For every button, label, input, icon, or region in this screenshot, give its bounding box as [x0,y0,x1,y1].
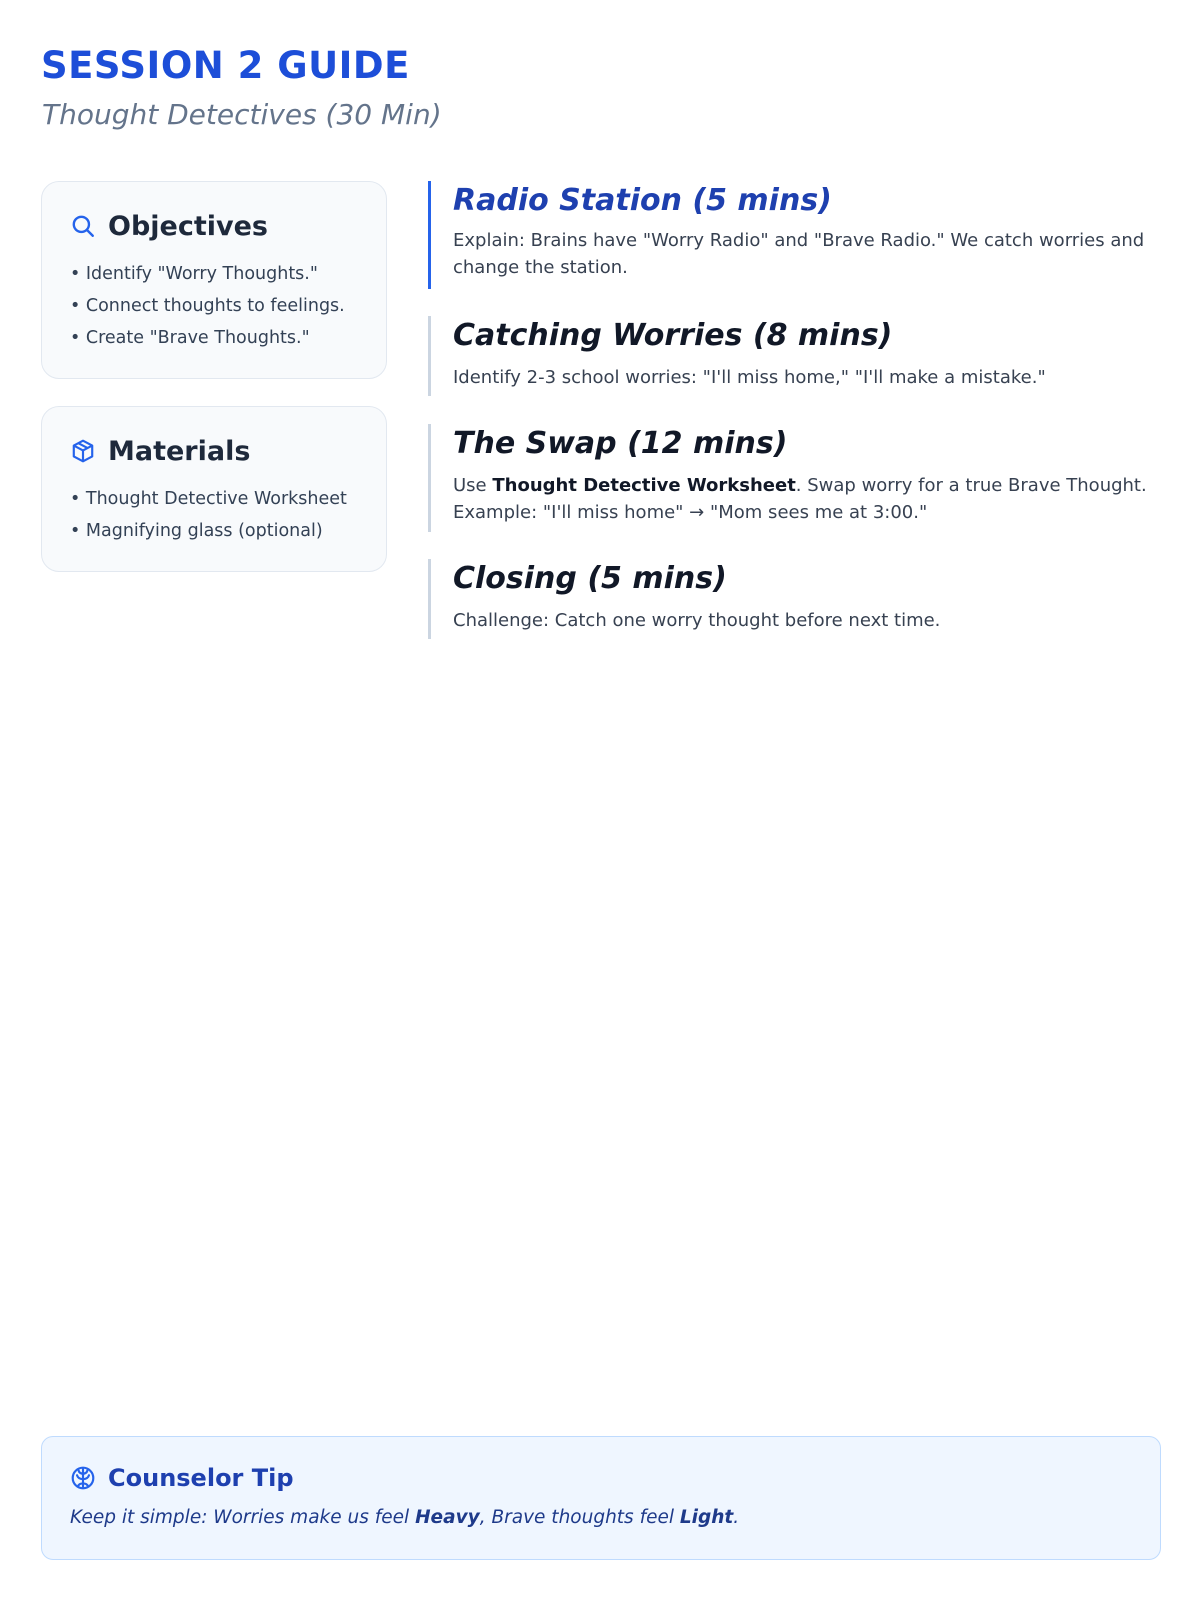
step-text [453,472,1168,526]
objectives-card [41,181,387,379]
tip-title: Counselor Tip [108,1464,294,1492]
tip-header [70,1463,1160,1493]
step-title: Closing (5 mins) [453,561,727,596]
tip-text-part: Keep it simple: Worries make us feel [70,1507,416,1528]
tip-text [70,1507,1160,1528]
step-text: Challenge: Catch one worry thought before next time. [453,610,941,631]
step-catching-worries [428,316,1168,396]
tip-text-part: . [733,1507,740,1528]
step-example: Example: "I'll miss home" → "Mom sees me at 3:00." [453,502,928,523]
objective-item: • Create "Brave Thoughts." [70,328,310,348]
page-subtitle: Thought Detectives (30 Min) [42,98,442,131]
objective-item: • Identify "Worry Thoughts." [70,264,318,284]
materials-list [70,483,386,547]
step-title: The Swap (12 mins) [453,426,788,461]
step-text-part: . Swap worry for a true Brave Thought. [795,475,1147,496]
search-icon [70,213,96,239]
cube-icon [70,438,96,464]
step-closing [428,559,1168,639]
materials-header [70,435,386,467]
page-title: SESSION 2 GUIDE [41,44,410,87]
objectives-header [70,210,386,242]
worksheet-name: Thought Detective Worksheet [492,475,796,496]
step-text: Identify 2-3 school worries: "I'll miss home," "I'll make a mistake." [453,367,1046,388]
materials-title: Materials [108,435,251,467]
step-text-part: Use [453,475,493,496]
step-text: Explain: Brains have "Worry Radio" and "Brave Radio." We catch worries and change the station. [453,230,1145,278]
objective-item: • Connect thoughts to feelings. [70,296,345,316]
step-title: Catching Worries (8 mins) [453,318,893,353]
step-the-swap [428,424,1168,532]
objectives-title: Objectives [108,210,268,242]
brain-icon [70,1465,96,1491]
objectives-list [70,258,386,354]
tip-emphasis: Heavy [415,1507,480,1528]
tip-emphasis: Light [679,1507,734,1528]
step-title: Radio Station (5 mins) [453,183,832,218]
material-item: • Magnifying glass (optional) [70,521,323,541]
material-item: • Thought Detective Worksheet [70,489,347,509]
materials-card [41,406,387,572]
counselor-tip-box [41,1436,1161,1560]
step-radio-station [428,181,1168,289]
tip-text-part: , Brave thoughts feel [479,1507,680,1528]
